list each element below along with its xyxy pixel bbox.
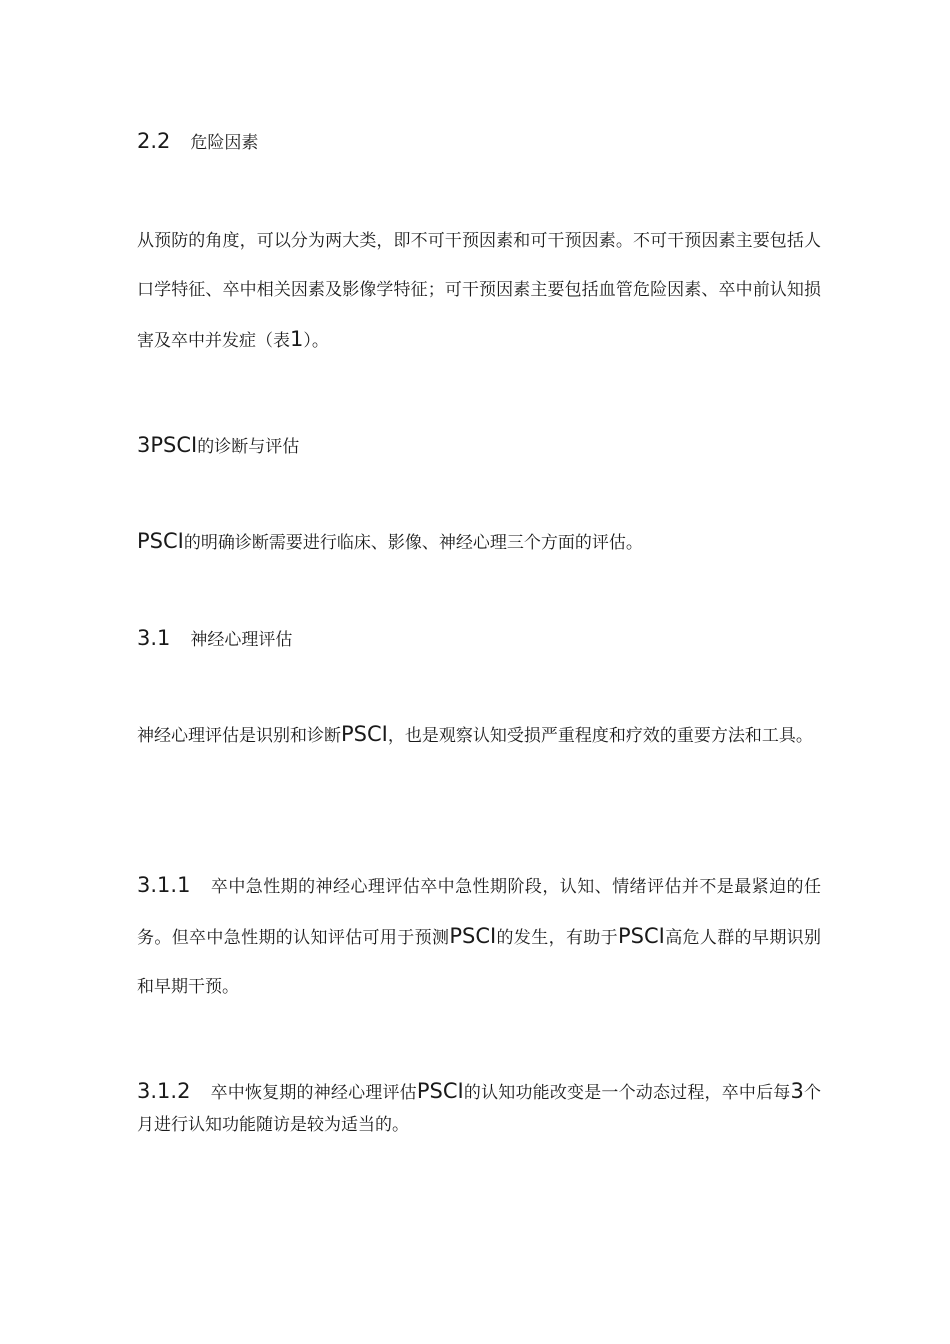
paragraph-diagnosis bbox=[137, 517, 821, 568]
text-run: 的发生，有助于 bbox=[496, 928, 618, 948]
text-run: 神经心理评估是识别和诊断 bbox=[137, 726, 341, 746]
section-heading-3 bbox=[137, 431, 821, 461]
section-heading-3-1 bbox=[137, 624, 821, 654]
text-run: 的明确诊断需要进行临床、影像、神经心理三个方面的评估。 bbox=[183, 533, 643, 553]
section-3-1-1 bbox=[137, 861, 821, 1012]
section-number: 3.1.1 bbox=[137, 873, 191, 897]
text-run: ，也是观察认知受损严重程度和疗效的重要方法和工具。 bbox=[387, 726, 813, 746]
section-number: 3.1.2 bbox=[137, 1079, 191, 1103]
section-number: 3PSCI bbox=[137, 433, 198, 457]
number-run: 3 bbox=[790, 1079, 804, 1103]
text-run: 的认知功能改变是一个动态过程，卒中后每 bbox=[463, 1083, 791, 1103]
section-title: 危险因素 bbox=[190, 133, 259, 153]
section-heading-2-2 bbox=[137, 127, 821, 157]
section-3-1-2 bbox=[137, 1075, 821, 1141]
abbreviation: PSCI bbox=[341, 722, 388, 746]
abbreviation: PSCI bbox=[618, 924, 665, 948]
section-title: 的诊断与评估 bbox=[197, 437, 300, 457]
section-number: 3.1 bbox=[137, 626, 171, 650]
text-run: 卒中急性期的神经心理评估卒中急性期阶段，认知、情绪评估并不是最紧迫的任务。但卒中急性期的认知评估可用于预测 bbox=[137, 877, 821, 948]
text-run: 个月进行认知功能随访是较为适当的。 bbox=[137, 1083, 822, 1135]
text-run: 卒中恢复期的神经心理评估 bbox=[210, 1083, 417, 1103]
abbreviation: PSCI bbox=[416, 1079, 464, 1103]
paragraph-neuropsych bbox=[137, 710, 821, 761]
table-reference: 1 bbox=[290, 327, 304, 351]
paragraph-risk-factors bbox=[137, 217, 821, 366]
abbreviation: PSCI bbox=[137, 529, 184, 553]
section-title: 神经心理评估 bbox=[190, 630, 293, 650]
text-run: ）。 bbox=[303, 331, 329, 351]
abbreviation: PSCI bbox=[449, 924, 497, 948]
section-number: 2.2 bbox=[137, 129, 171, 153]
text-run: 高危人群的早期识别和早期干预。 bbox=[137, 928, 822, 997]
text-run: 从预防的角度，可以分为两大类，即不可干预因素和可干预因素。不可干预因素主要包括人口学特征、卒中相关因素及影像学特征；可干预因素主要包括血管危险因素、卒中前认知损害及卒中并发症（表 bbox=[137, 231, 821, 351]
